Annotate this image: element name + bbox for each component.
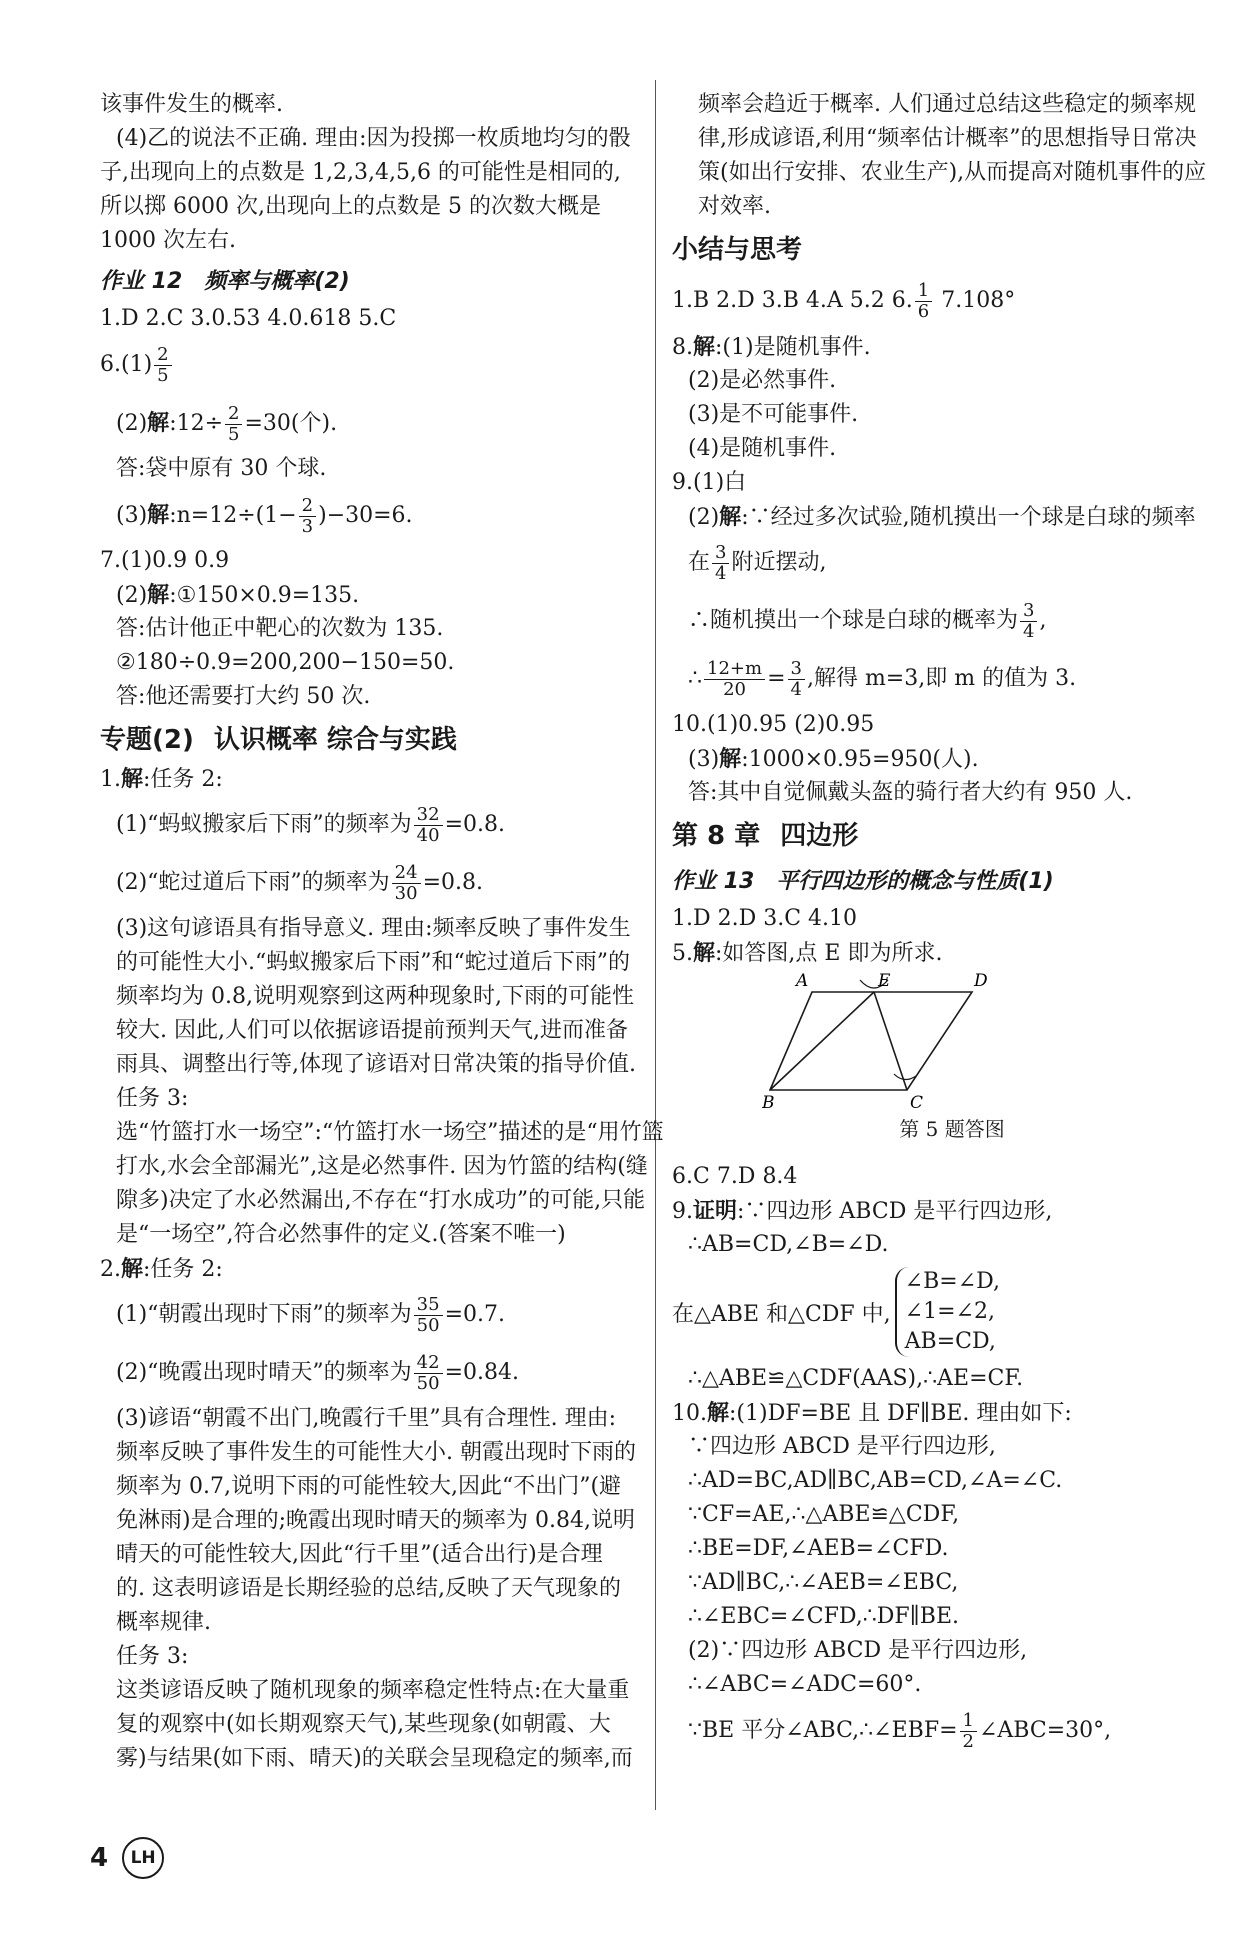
text: (3) [688,747,720,772]
answer-prefix: 6.(1) [100,352,153,377]
answer-line [672,500,1232,534]
fraction [788,659,805,700]
text: =0.8. [444,812,505,837]
text-line: 频率反映了事件发生的可能性大小. 朝霞出现时下雨的 [116,1440,636,1465]
system-row: AB=CD, [904,1329,996,1354]
solution-label: 解 [719,746,742,772]
text: 在△ABE 和△CDF 中, [672,1301,891,1327]
answer-line: 1.D 2.D 3.C 4.10 [672,906,858,931]
topic-heading [100,718,640,762]
answer-line [100,394,640,452]
answer-line [100,762,640,796]
denominator: 40 [416,824,440,846]
answer-line: (2)是必然事件. [688,368,837,393]
numerator: 24 [392,863,421,884]
text: 2. [100,1257,121,1282]
text: (2) [688,505,720,530]
text-line: 较大. 因此,人们可以依据谚语提前预判天气,进而准备 [116,1018,628,1043]
answer-line: 答:袋中原有 30 个球. [116,456,327,481]
text: , [1039,608,1047,633]
fraction [392,863,421,904]
text: ∵BE 平分∠ABC,∴∠EBF= [688,1718,958,1743]
text-line: 律,形成谚语,利用“频率估计概率”的思想指导日常决 [698,126,1197,151]
numerator: 12+m [704,659,765,680]
text-line: 雾)与结果(如下雨、晴天)的关联会呈现稳定的频率,而 [116,1746,633,1771]
answer-line [672,936,1232,970]
chapter-heading [672,814,1232,858]
answer-line: 1.D 2.C 3.0.53 4.0.618 5.C [100,306,397,331]
answer-line: ∴∠EBC=∠CFD,∴DF∥BE. [688,1604,959,1629]
fraction [225,404,242,445]
text-line: 任务 3: [116,1086,189,1111]
text: (2)“晚霞出现时晴天”的频率为 [116,1360,412,1385]
answer-line: ∵CF=AE,∴△ABE≌△CDF, [688,1502,960,1527]
text: :任务 2: [143,1257,223,1282]
denominator: 30 [394,882,418,904]
answer-line: 9.(1)白 [672,470,747,495]
topic-number: 专题(2) [100,725,194,755]
text-line: 频率均为 0.8,说明观察到这两种现象时,下雨的可能性 [116,984,634,1009]
solution-label: 解 [147,410,170,436]
text: :(1)DF=BE 且 DF∥BE. 理由如下: [729,1401,1072,1426]
answer-line: 6.C 7.D 8.4 [672,1164,798,1189]
denominator: 2 [962,1730,974,1752]
text-line: 策(如出行安排、农业生产),从而提高对随机事件的应 [698,160,1207,185]
answer-line: ∴∠ABC=∠ADC=60°. [688,1672,922,1697]
text-line: 所以掷 6000 次,出现向上的点数是 5 的次数大概是 [100,194,601,219]
answer-line [100,1344,640,1402]
text: 在 [688,550,711,575]
text: 1.B 2.D 3.B 4.A 5.2 6. [672,288,913,313]
answer-line [100,796,640,854]
text: 1. [100,767,121,792]
label-d: D [974,971,988,991]
text: )−30=6. [318,503,413,528]
equation-system [895,1267,1000,1357]
section-heading-hw13 [672,862,1232,902]
numerator: 32 [414,805,443,826]
answer-line: (2)∵四边形 ABCD 是平行四边形, [688,1638,1028,1663]
section-heading-hw12 [100,262,640,302]
fraction [414,805,443,846]
fraction [414,1295,443,1336]
numerator: 2 [225,404,242,425]
text: 7.108° [934,288,1016,313]
text: (2) [116,583,148,608]
text: =0.7. [444,1302,505,1327]
section-title: 平行四边形的概念与性质(1) [776,869,1054,894]
text: 5. [672,941,693,966]
section-number: 作业 13 [672,869,755,894]
text-line: 概率规律. [116,1610,211,1635]
answer-line: ∴△ABE≌△CDF(AAS),∴AE=CF. [688,1366,1024,1391]
answer-line [100,336,640,394]
answer-line [672,650,1232,708]
text-line: 是“一场空”,符合必然事件的定义.(答案不唯一) [116,1222,566,1247]
answer-line [672,742,1232,776]
text-line: 打水,水会全部漏光”,这是必然事件. 因为竹篮的结构(缝 [116,1154,648,1179]
solution-label: 解 [121,1256,144,1282]
text: =0.84. [444,1360,519,1385]
numerator: 1 [960,1711,977,1732]
denominator: 50 [416,1314,440,1336]
text-line: 1000 次左右. [100,228,236,253]
chapter-title: 四边形 [780,821,859,851]
fraction [712,543,729,584]
numerator: 35 [414,1295,443,1316]
answer-line: 答:估计他正中靶心的次数为 135. [116,616,444,641]
label-b: B [762,1093,775,1110]
denominator: 6 [917,300,930,322]
answer-line: ∵四边形 ABCD 是平行四边形, [688,1434,996,1459]
answer-line: ∴BE=DF,∠AEB=∠CFD. [688,1536,949,1561]
text-line: (4)乙的说法不正确. 理由:因为投掷一枚质地均匀的骰 [116,126,631,151]
text-line: 的可能性大小.“蚂蚁搬家后下雨”和“蛇过道后下雨”的 [116,950,630,975]
answer-line [672,1396,1232,1430]
label-a: A [796,971,809,991]
text-line: 子,出现向上的点数是 1,2,3,4,5,6 的可能性是相同的, [100,160,621,185]
page-footer [90,1838,164,1878]
solution-label: 解 [693,940,716,966]
numerator: 3 [788,659,805,680]
text: :任务 2: [143,767,223,792]
section-title: 频率与概率(2) [204,269,350,294]
text: ,解得 m=3,即 m 的值为 3. [806,666,1077,691]
text-line: 该事件发生的概率. [100,92,283,117]
column-divider [655,80,656,1810]
label-c: C [910,1093,924,1110]
answer-line [100,1252,640,1286]
answer-line [100,1286,640,1344]
solution-label: 解 [693,334,716,360]
text: 9. [672,1199,693,1224]
denominator: 50 [416,1372,440,1394]
text-line: 雨具、调整出行等,体现了谚语对日常决策的指导价值. [116,1052,636,1077]
text: (2) [116,411,148,436]
answer-line: ∴AD=BC,AD∥BC,AB=CD,∠A=∠C. [688,1468,1063,1493]
numerator: 2 [154,345,171,366]
text-line: 免淋雨)是合理的;晚霞出现时晴天的频率为 0.84,说明 [116,1508,635,1533]
answer-line [672,534,1232,592]
text: 附近摆动, [731,550,827,575]
fraction [704,659,765,700]
answer-line: 答:他还需要打大约 50 次. [116,684,371,709]
text-line: 对效率. [698,194,771,219]
text: (1)“蚂蚁搬家后下雨”的频率为 [116,812,412,837]
segment-be [770,992,874,1090]
text: 8. [672,335,693,360]
chapter-number: 第 8 章 [672,821,761,851]
text: :∵四边形 ABCD 是平行四边形, [737,1199,1053,1224]
answer-line [100,486,640,544]
answer-line: 答:其中自觉佩戴头盔的骑行者大约有 950 人. [688,780,1133,805]
fraction [154,345,171,386]
numerator: 42 [414,1353,443,1374]
answer-line: 7.(1)0.9 0.9 [100,548,230,573]
text: 10. [672,1401,707,1426]
proof-label: 证明 [693,1198,738,1224]
solution-label: 解 [719,504,742,530]
text: :(1)是随机事件. [715,335,871,360]
fraction [414,1353,443,1394]
parallelogram-diagram [762,970,992,1110]
text: ∴ [688,666,702,691]
text: :12÷ [169,411,224,436]
answer-line [672,592,1232,650]
text: :①150×0.9=135. [169,583,360,608]
answer-line: ②180÷0.9=200,200−150=50. [116,650,455,675]
summary-heading: 小结与思考 [672,235,803,265]
answer-line [100,578,640,612]
text-line: 的. 这表明谚语是长期经验的总结,反映了天气现象的 [116,1576,621,1601]
system-row: ∠B=∠D, [904,1269,1000,1294]
fraction [915,281,932,322]
text: ∴随机摸出一个球是白球的概率为 [688,608,1019,633]
text: (1)“朝霞出现时下雨”的频率为 [116,1302,412,1327]
numerator: 3 [712,543,729,564]
text: =30(个). [244,411,338,436]
text-line: (3)这句谚语具有指导意义. 理由:频率反映了事件发生 [116,916,631,941]
denominator: 5 [228,423,240,445]
fraction [1020,601,1037,642]
numerator: 1 [915,281,932,302]
text: :n=12÷(1− [169,503,297,528]
text-line: 隙多)决定了水必然漏出,不存在“打水成功”的可能,只能 [116,1188,646,1213]
denominator: 4 [790,678,802,700]
answer-line [100,854,640,912]
solution-label: 解 [121,766,144,792]
topic-title: 认识概率 综合与实践 [213,725,457,755]
answer-line: ∴AB=CD,∠B=∠D. [688,1232,889,1257]
segment-ec [874,992,907,1090]
answer-line [672,1702,1232,1760]
text: :如答图,点 E 即为所求. [715,941,943,966]
numerator: 2 [299,496,316,517]
answer-line [672,272,1232,330]
text-line: (3)谚语“朝霞不出门,晚霞行千里”具有合理性. 理由: [116,1406,617,1431]
denominator: 4 [715,562,727,584]
answer-line [672,330,1232,364]
fraction [299,496,316,537]
section-number: 作业 12 [100,269,183,294]
text: :∵经过多次试验,随机摸出一个球是白球的频率 [741,505,1196,530]
fraction [960,1711,977,1752]
text: (3) [116,503,148,528]
label-e: E [878,971,891,991]
figure-caption: 第 5 题答图 [899,1117,1005,1141]
text: ∠ABC=30°, [978,1718,1112,1743]
answer-line: 10.(1)0.95 (2)0.95 [672,712,875,737]
denominator: 20 [723,678,746,700]
denominator: 4 [1023,620,1035,642]
text-line: 这类谚语反映了随机现象的频率稳定性特点:在大量重 [116,1678,630,1703]
page-number: 4 [90,1843,109,1873]
solution-label: 解 [707,1400,730,1426]
answer-line: (4)是随机事件. [688,436,837,461]
denominator: 5 [157,364,169,386]
numerator: 3 [1020,601,1037,622]
solution-label: 解 [147,582,170,608]
text: :1000×0.95=950(人). [741,747,979,772]
answer-line: (3)是不可能事件. [688,402,859,427]
text-line: 频率为 0.7,说明下雨的可能性较大,因此“不出门”(避 [116,1474,622,1499]
parallelogram-shape [770,992,972,1090]
left-column [100,88,664,1776]
solution-label: 解 [147,502,170,528]
answer-line: ∵AD∥BC,∴∠AEB=∠EBC, [688,1570,959,1595]
text: = [767,666,786,691]
construction-arc [894,1074,916,1080]
text-line: 晴天的可能性较大,因此“行千里”(适合出行)是合理 [116,1542,603,1567]
parallelogram-figure [672,970,1232,1160]
equation-system-line [672,1262,1232,1362]
denominator: 3 [301,515,314,537]
text: =0.8. [422,870,483,895]
text-line: 频率会趋近于概率. 人们通过总结这些稳定的频率规 [698,92,1196,117]
answer-line [672,1194,1232,1228]
series-badge: LH [122,1837,164,1879]
system-row: ∠1=∠2, [904,1299,995,1324]
text-line: 复的观察中(如长期观察天气),某些现象(如朝霞、大 [116,1712,611,1737]
right-column [672,88,1232,1760]
text: (2)“蛇过道后下雨”的频率为 [116,870,390,895]
text-line: 任务 3: [116,1644,189,1669]
text-line: 选“竹篮打水一场空”:“竹篮打水一场空”描述的是“用竹篮 [116,1120,664,1145]
